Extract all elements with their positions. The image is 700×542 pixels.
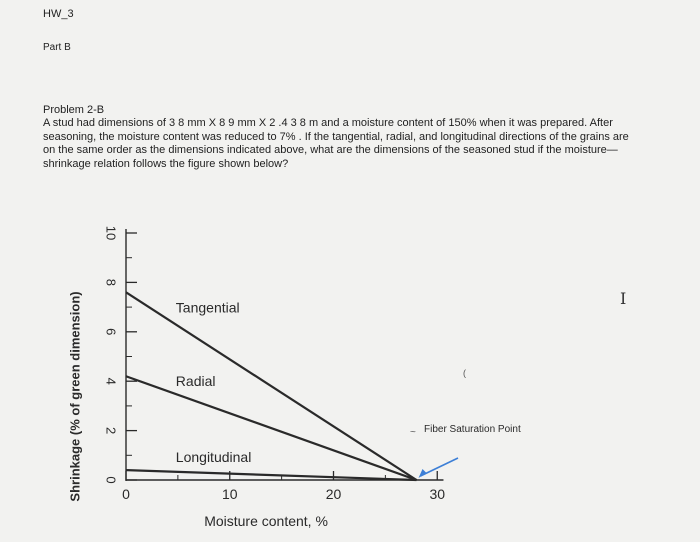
y-tick-label-10: 10 <box>103 225 119 241</box>
series-line-tangential <box>126 292 417 480</box>
y-tick-label-0: 0 <box>103 476 119 484</box>
homework-title: HW_3 <box>43 8 74 20</box>
x-tick-label-30: 30 <box>429 486 446 502</box>
annotation-label: Fiber Saturation Point <box>424 424 521 435</box>
x-tick-label-20: 20 <box>325 486 342 502</box>
y-tick-label-8: 8 <box>103 278 119 287</box>
y-axis-title: Shrinkage (% of green dimension) <box>67 291 83 502</box>
x-tick-label-10: 10 <box>221 486 238 502</box>
series-label-radial: Radial <box>175 373 216 390</box>
y-tick-label-4: 4 <box>103 377 119 385</box>
text-cursor-icon: I <box>620 289 627 308</box>
y-tick-label-6: 6 <box>103 328 119 336</box>
part-label: Part B <box>43 42 71 53</box>
series-line-radial <box>126 376 417 480</box>
stray-mark: ( <box>463 368 466 378</box>
annotation-tilde-mark: ~ <box>410 427 416 438</box>
x-tick-label-0: 0 <box>122 486 130 502</box>
series-label-longitudinal: Longitudinal <box>175 448 252 465</box>
problem-title: Problem 2-B <box>43 104 105 116</box>
chart-lines <box>126 292 417 480</box>
x-axis-title: Moisture content, % <box>204 513 328 529</box>
chart-ticks <box>104 226 446 502</box>
series-label-tangential: Tangential <box>175 299 240 316</box>
series-line-longitudinal <box>126 470 417 480</box>
chart-labels <box>67 291 521 529</box>
annotation-arrow <box>421 458 459 476</box>
annotation-arrowhead <box>419 469 427 478</box>
chart-axes <box>126 229 443 481</box>
problem-statement: A stud had dimensions of 3 8 mm X 8 9 mm X 2 .4 3 8 m and a moisture content of 150% when it was prepared. After seasoning, the moisture content was reduced to 7% . If the tangential, radial, and longitudinal directions of the grains are on the same order as the dimensions indicated above, what are the dimensions of the seasoned stud if the moisture—shrinkage relation follows the figure shown below? <box>43 117 629 170</box>
y-tick-label-2: 2 <box>103 426 119 435</box>
